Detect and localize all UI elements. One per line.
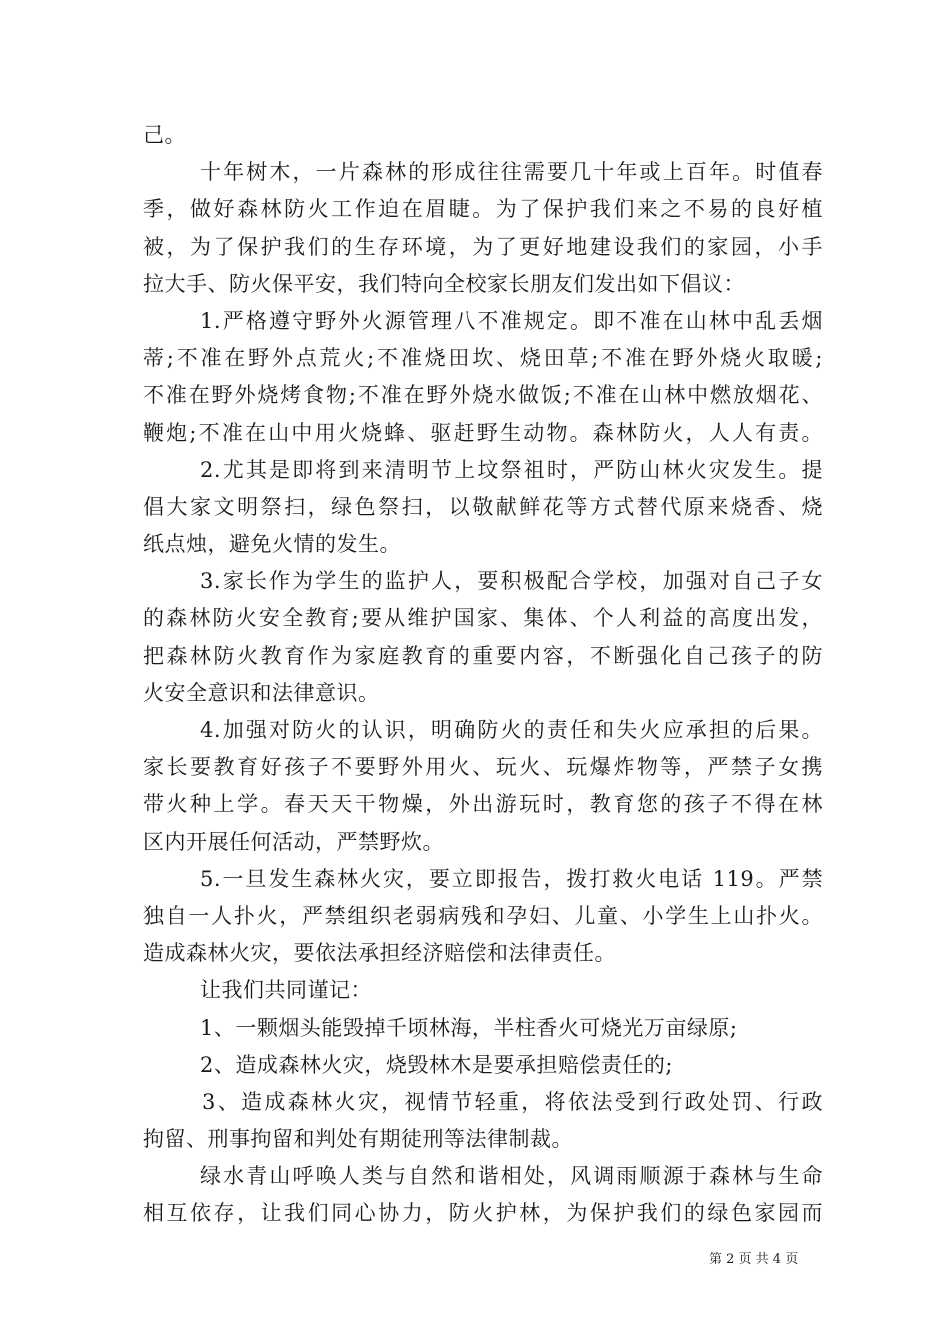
text-line: 绿水青山呼唤人类与自然和谐相处，风调雨顺源于森林与生命 <box>200 1164 823 1189</box>
text-line: 季，做好森林防火工作迫在眉睫。为了保护我们来之不易的良好植 <box>143 197 823 222</box>
text-line: 火安全意识和法律意识。 <box>143 680 380 705</box>
text-line: 己。 <box>143 123 186 147</box>
text-line: 拉大手、防火保平安，我们特向全校家长朋友们发出如下倡议： <box>143 271 745 296</box>
text-line: 造成森林火灾，要依法承担经济赔偿和法律责任。 <box>143 941 616 966</box>
text-line: 把森林防火教育作为家庭教育的重要内容，不断强化自己孩子的防 <box>143 643 823 668</box>
list-item: 1、一颗烟头能毁掉千顷林海，半柱香火可烧光万亩绿原; <box>200 1015 738 1040</box>
text-line: 独自一人扑火，严禁组织老弱病残和孕妇、儿童、小学生上山扑火。 <box>143 903 823 928</box>
text-line: 鞭炮;不准在山中用火烧蜂、驱赶野生动物。森林防火，人人有责。 <box>143 420 823 445</box>
text-line: 不准在野外烧烤食物;不准在野外烧水做饭;不准在山林中燃放烟花、 <box>143 383 823 408</box>
text-line: 让我们共同谨记： <box>200 978 372 1003</box>
text-line: 带火种上学。春天天干物燥，外出游玩时，教育您的孩子不得在林 <box>143 792 823 817</box>
text-line: 十年树木，一片森林的形成往往需要几十年或上百年。时值春 <box>200 160 823 185</box>
text-line: 5.一旦发生森林火灾，要立即报告，拨打救火电话 119。严禁 <box>200 866 823 891</box>
text-line: 家长要教育好孩子不要野外用火、玩火、玩爆炸物等，严禁子女携 <box>143 755 823 780</box>
text-line: 4.加强对防火的认识，明确防火的责任和失火应承担的后果。 <box>200 718 823 742</box>
document-body <box>143 117 823 1233</box>
text-line: 1.严格遵守野外火源管理八不准规定。即不准在山林中乱丢烟 <box>200 308 823 333</box>
text-line: 相互依存，让我们同心协力，防火护林，为保护我们的绿色家园而 <box>143 1201 823 1226</box>
text-line: 2.尤其是即将到来清明节上坟祭祖时，严防山林火灾发生。提 <box>200 457 823 482</box>
text-line: 纸点烛，避免火情的发生。 <box>143 532 401 557</box>
text-line: 拘留、刑事拘留和判处有期徒刑等法律制裁。 <box>143 1127 573 1152</box>
list-item: 3、造成森林火灾，视情节轻重，将依法受到行政处罚、行政 <box>202 1089 823 1114</box>
text-line: 被，为了保护我们的生存环境，为了更好地建设我们的家园，小手 <box>143 234 823 259</box>
text-line: 倡大家文明祭扫，绿色祭扫，以敬献鲜花等方式替代原来烧香、烧 <box>143 494 823 519</box>
list-item: 2、造成森林火灾，烧毁林木是要承担赔偿责任的; <box>200 1052 673 1077</box>
text-line: 3.家长作为学生的监护人，要积极配合学校，加强对自己子女 <box>200 569 823 594</box>
page-number: 第 2 页 共 4 页 <box>709 1252 799 1267</box>
text-line: 区内开展任何活动，严禁野炊。 <box>143 829 444 854</box>
text-line: 的森林防火安全教育;要从维护国家、集体、个人利益的高度出发， <box>143 606 823 631</box>
text-line: 蒂;不准在野外点荒火;不准烧田坎、烧田草;不准在野外烧火取暖; <box>143 346 823 371</box>
